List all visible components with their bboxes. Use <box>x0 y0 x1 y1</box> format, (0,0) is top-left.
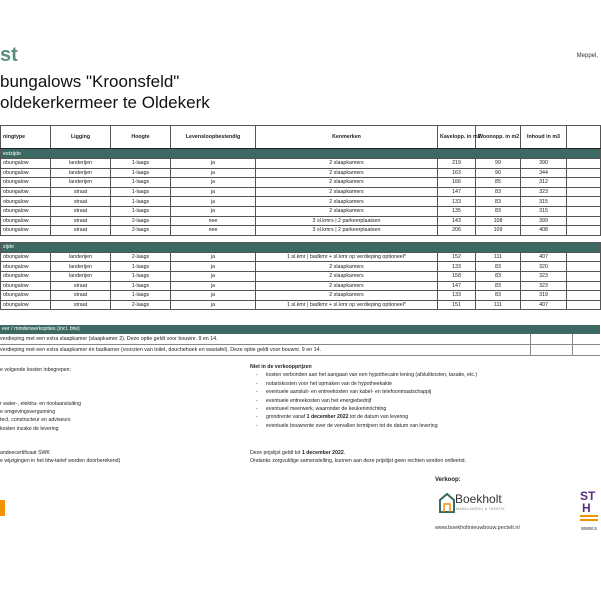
table-cell: 1-laags <box>111 262 171 272</box>
table-cell: 2 slaapkamers <box>256 281 438 291</box>
table-cell: straat <box>51 281 111 291</box>
table-cell-empty <box>567 216 601 226</box>
table-cell: 158 <box>438 271 476 281</box>
table-cell: obungalow <box>1 281 51 291</box>
column-header: Kavelopp. in m2 <box>438 126 476 149</box>
table-cell: 1 sl.kmr | badkmr + sl.kmr op verdieping optioneel* <box>256 300 438 310</box>
svg-text:ST: ST <box>580 489 596 503</box>
table-cell: 1-laags <box>111 168 171 178</box>
table-cell: 2 slaapkamers <box>256 262 438 272</box>
table-cell: 1-laags <box>111 281 171 291</box>
table-cell: ja <box>171 262 256 272</box>
included-costs <box>0 366 230 433</box>
table-cell-empty <box>567 271 601 281</box>
not-included-item: - kosten verbonden aan het aangaan van een hypothecaire lening (afsluitkosten, taxatie, etc.) <box>250 371 550 379</box>
table-cell: landerijen <box>51 159 111 169</box>
table-cell: straat <box>51 300 111 310</box>
option-row <box>0 345 600 356</box>
validity-note <box>250 449 466 466</box>
table-cell: obungalow <box>1 252 51 262</box>
table-cell-empty <box>567 226 601 236</box>
table-cell: 163 <box>438 168 476 178</box>
table-row <box>1 281 601 291</box>
included-line: kosten inzake de levering <box>0 425 59 432</box>
table-cell: ja <box>171 159 256 169</box>
table-cell: 2-laags <box>111 300 171 310</box>
table-cell: 323 <box>521 271 567 281</box>
not-included-item: - eventuele entreekosten van het energiebedrijf <box>250 397 550 405</box>
table-cell: 166 <box>438 178 476 188</box>
table-cell: obungalow <box>1 168 51 178</box>
table-cell: obungalow <box>1 159 51 169</box>
table-row <box>1 252 601 262</box>
table-cell: 147 <box>438 187 476 197</box>
table-cell: 83 <box>476 281 521 291</box>
column-header: Levensloopbestendig <box>171 126 256 149</box>
table-cell: 2-laags <box>111 252 171 262</box>
table-cell: obungalow <box>1 300 51 310</box>
table-cell: 2 slaapkamers <box>256 291 438 301</box>
table-cell: obungalow <box>1 206 51 216</box>
table-cell: 133 <box>438 262 476 272</box>
table-row <box>1 168 601 178</box>
table-cell: 143 <box>438 216 476 226</box>
sales-label: Verkoop: <box>435 477 461 483</box>
table-cell-empty <box>567 281 601 291</box>
table-cell: 83 <box>476 187 521 197</box>
table-cell: straat <box>51 206 111 216</box>
table-cell: straat <box>51 291 111 301</box>
table-cell-empty <box>567 291 601 301</box>
partner-logo-icon <box>578 486 600 524</box>
table-cell: obungalow <box>1 271 51 281</box>
table-cell-empty <box>567 197 601 207</box>
table-row <box>1 226 601 236</box>
table-row <box>1 300 601 310</box>
included-line <box>0 391 230 399</box>
agent-name: Boekholt <box>455 492 502 506</box>
logo-text: st <box>0 44 18 66</box>
table-cell: ja <box>171 197 256 207</box>
table-cell: ja <box>171 168 256 178</box>
table-cell: 111 <box>476 300 521 310</box>
table-cell: 111 <box>476 252 521 262</box>
table-cell: 83 <box>476 271 521 281</box>
column-header: Kenmerken <box>256 126 438 149</box>
table-cell: 2 slaapkamers <box>256 271 438 281</box>
not-included-heading: Niet in de verkoopprijzen <box>250 364 312 370</box>
table-cell: obungalow <box>1 197 51 207</box>
table-cell: obungalow <box>1 226 51 236</box>
table-cell: 83 <box>476 262 521 272</box>
table-cell: 133 <box>438 291 476 301</box>
table-cell: ja <box>171 187 256 197</box>
table-cell: straat <box>51 197 111 207</box>
column-header: Inhoud in m3 <box>521 126 567 149</box>
included-line: e volgende kosten inbegrepen: <box>0 367 71 373</box>
included-line <box>0 383 230 391</box>
table-cell: landerijen <box>51 178 111 188</box>
table-cell: obungalow <box>1 291 51 301</box>
table-cell: 315 <box>521 197 567 207</box>
price-table <box>0 125 601 310</box>
column-header: Ligging <box>51 126 111 149</box>
extra-line: e wijzigingen in het btw-tarief worden doorberekend) <box>0 458 121 465</box>
agent-tagline: MAKELAARDIJ & TAXATIE <box>456 507 505 511</box>
table-cell: 1-laags <box>111 178 171 188</box>
svg-text:H: H <box>582 501 591 515</box>
table-cell: 99 <box>476 159 521 169</box>
table-cell: ja <box>171 291 256 301</box>
table-row <box>1 216 601 226</box>
table-cell: 2 slaapkamers <box>256 206 438 216</box>
table-row <box>1 291 601 301</box>
table-cell: 1 sl.kmr | badkmr + sl.kmr op verdieping optioneel* <box>256 252 438 262</box>
table-cell: 2 slaapkamers <box>256 168 438 178</box>
table-cell: 2 slaapkamers <box>256 178 438 188</box>
table-cell: ja <box>171 206 256 216</box>
table-cell: 344 <box>521 168 567 178</box>
table-cell-empty <box>567 262 601 272</box>
table-cell: 147 <box>438 281 476 291</box>
extra-line: andeecertificaat SWK <box>0 450 50 456</box>
table-row <box>1 187 601 197</box>
table-cell: 219 <box>438 159 476 169</box>
table-cell: obungalow <box>1 262 51 272</box>
table-cell-empty <box>567 168 601 178</box>
table-cell: 2-laags <box>111 226 171 236</box>
table-cell: 83 <box>476 291 521 301</box>
table-cell: landerijen <box>51 271 111 281</box>
table-cell: 152 <box>438 252 476 262</box>
not-included-item: - grondrente vanaf 1 december 2022 tot de datum van levering <box>250 413 550 421</box>
table-cell: obungalow <box>1 187 51 197</box>
table-cell: ja <box>171 178 256 188</box>
table-cell: straat <box>51 187 111 197</box>
table-cell-empty <box>567 159 601 169</box>
table-cell: 83 <box>476 197 521 207</box>
table-cell-empty <box>567 206 601 216</box>
table-cell: 2 slaapkamers <box>256 159 438 169</box>
table-cell-empty <box>567 300 601 310</box>
group-header: estzijde <box>1 149 601 159</box>
table-row <box>1 262 601 272</box>
table-cell: ja <box>171 281 256 291</box>
partner-url[interactable]: www.s <box>581 526 597 532</box>
page-subtitle: oldekerkermeer te Oldekerk <box>0 93 210 112</box>
table-cell: 133 <box>438 197 476 207</box>
column-header: Hoogte <box>111 126 171 149</box>
not-included-item: - eventueel meerwerk, waaronder de keukeninrichting <box>250 405 550 413</box>
option-text: verdieping met een extra slaapkamer (slaapkamer 2). Deze optie geldt voor bouwnr. 9 en 14. <box>0 336 218 342</box>
table-cell: landerijen <box>51 252 111 262</box>
table-cell: 407 <box>521 252 567 262</box>
table-cell-empty <box>567 252 601 262</box>
option-row <box>0 334 600 345</box>
not-included-costs <box>250 363 550 430</box>
column-header: ningtype <box>1 126 51 149</box>
agent-url[interactable]: www.boekholtnieuwbouw.pectelt.nl <box>435 525 520 531</box>
table-cell: 390 <box>521 159 567 169</box>
table-cell: 1-laags <box>111 197 171 207</box>
included-line: tect, constructeur en adviseurs <box>0 417 71 424</box>
options-section <box>0 325 600 356</box>
table-cell: 319 <box>521 291 567 301</box>
table-cell: 1-laags <box>111 159 171 169</box>
place-date: Meppel, <box>576 53 598 59</box>
not-included-item: - eventuele bouwrente over de vervallen termijnen tot de datum van levering <box>250 422 550 430</box>
table-cell: landerijen <box>51 262 111 272</box>
included-line <box>0 374 230 382</box>
brand-accent-bar <box>0 500 5 516</box>
table-cell: 2 slaapkamers <box>256 187 438 197</box>
table-cell: 407 <box>521 300 567 310</box>
validity-line: Deze prijslijst geldt tot 1 december 2022. <box>250 450 346 456</box>
extra-notes <box>0 449 120 466</box>
options-header: eer / minderwerkopties (incl. btw) <box>0 325 600 334</box>
disclaimer-line: Ondanks zorgvuldige samenstelling, kunnen aan deze prijslijst geen rechten worden ontleend. <box>250 458 466 465</box>
table-cell: 312 <box>521 178 567 188</box>
table-cell: 109 <box>476 226 521 236</box>
table-cell: 323 <box>521 187 567 197</box>
table-cell: 85 <box>476 178 521 188</box>
table-cell: ja <box>171 300 256 310</box>
table-cell: 83 <box>476 206 521 216</box>
table-row <box>1 206 601 216</box>
table-cell: straat <box>51 216 111 226</box>
option-text: verdieping met een extra slaapkamer én badkamer (voorzien van toilet, douchehoek en wastafel). Deze optie geldt voor bouwnr. 9 en 14. <box>0 347 321 353</box>
table-row <box>1 197 601 207</box>
table-row <box>1 178 601 188</box>
table-cell: 90 <box>476 168 521 178</box>
table-row <box>1 159 601 169</box>
table-cell: 151 <box>438 300 476 310</box>
table-cell: 206 <box>438 226 476 236</box>
column-header: Woonopp. in m2 <box>476 126 521 149</box>
table-cell: landerijen <box>51 168 111 178</box>
table-cell: 1-laags <box>111 271 171 281</box>
included-line: e omgevingsvergunning <box>0 409 56 416</box>
table-cell: 2 slaapkamers <box>256 197 438 207</box>
table-cell: 1-laags <box>111 187 171 197</box>
column-header-empty <box>567 126 601 149</box>
table-cell: 135 <box>438 206 476 216</box>
table-cell: 408 <box>521 226 567 236</box>
not-included-item: - eventuele aansluit- en entreekosten van kabel- en telefoonmaatschappij <box>250 388 550 396</box>
table-cell: 323 <box>521 281 567 291</box>
table-cell: 1-laags <box>111 206 171 216</box>
included-line: r water-, elektra- en rioolaansluiting <box>0 400 82 407</box>
table-cell: 315 <box>521 206 567 216</box>
table-cell: nee <box>171 226 256 236</box>
table-cell: obungalow <box>1 178 51 188</box>
group-header: zijde <box>1 242 601 252</box>
table-cell: 320 <box>521 262 567 272</box>
table-cell: 3 sl.kmrs | 2 parkeerplaatsen <box>256 226 438 236</box>
table-cell: 108 <box>476 216 521 226</box>
table-cell: nee <box>171 216 256 226</box>
page-title: bungalows "Kroonsfeld" <box>0 72 180 91</box>
table-cell: obungalow <box>1 216 51 226</box>
table-cell: 399 <box>521 216 567 226</box>
table-cell: 3 sl.kmrs | 2 parkeerplaatsen <box>256 216 438 226</box>
table-cell-empty <box>567 187 601 197</box>
not-included-item: - notariskosten voor het opmaken van de hypotheekakte <box>250 380 550 388</box>
table-row <box>1 271 601 281</box>
table-cell: ja <box>171 252 256 262</box>
table-cell: 2-laags <box>111 216 171 226</box>
table-cell: ja <box>171 271 256 281</box>
table-cell-empty <box>567 178 601 188</box>
table-cell: 1-laags <box>111 291 171 301</box>
table-cell: straat <box>51 226 111 236</box>
